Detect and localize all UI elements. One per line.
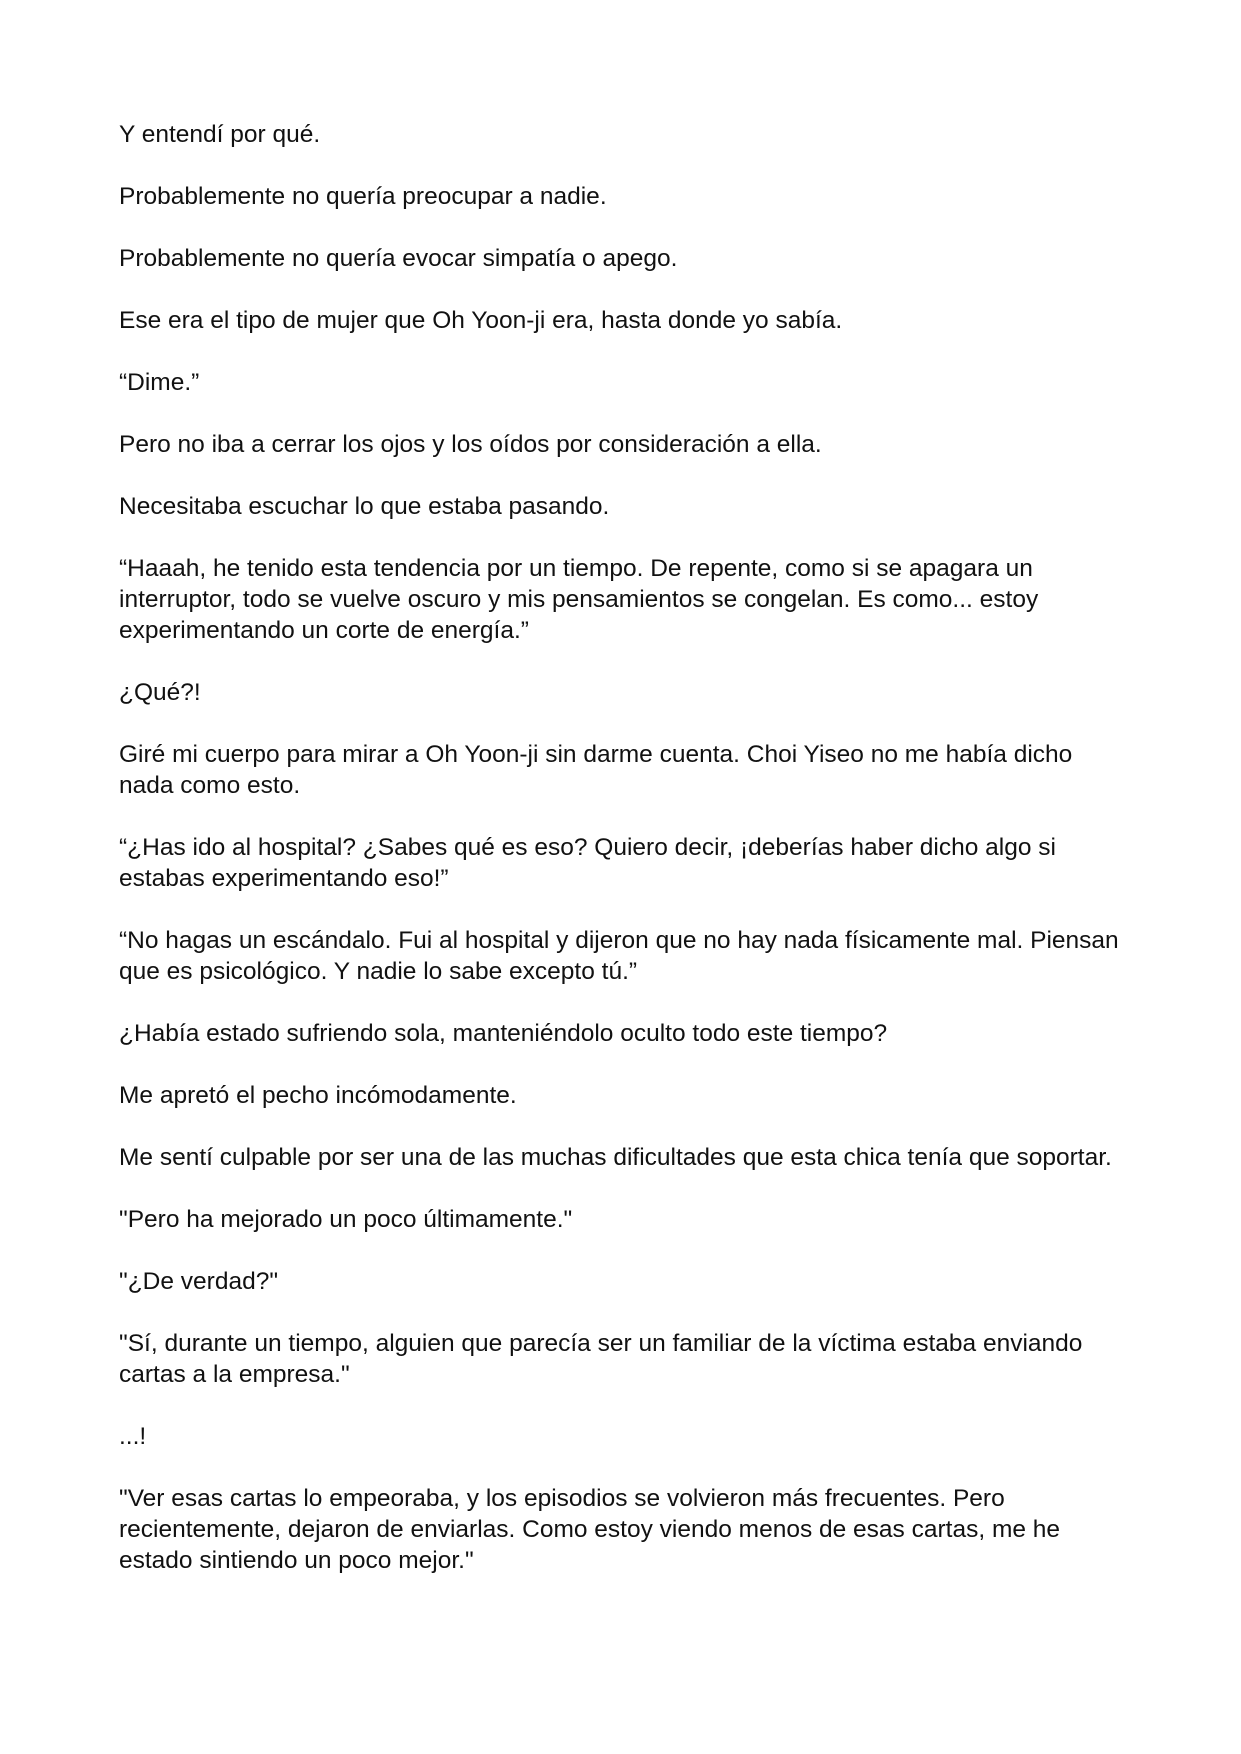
paragraph-6: Pero no iba a cerrar los ojos y los oídos por consideración a ella.: [119, 431, 822, 458]
paragraph-8: “Haaah, he tenido esta tendencia por un tiempo. De repente, como si se apagara un interruptor, todo se vuelve oscuro y mis pensamientos se congelan. Es como... estoy experimentando un corte de energía.”: [119, 555, 1039, 644]
paragraph-20: "Ver esas cartas lo empeoraba, y los episodios se volvieron más frecuentes. Pero recientemente, dejaron de enviarlas. Como estoy viendo menos de esas cartas, me he estado sintiendo un poco mejor.": [119, 1485, 1061, 1574]
paragraph-7: Necesitaba escuchar lo que estaba pasando.: [119, 493, 610, 520]
paragraph-3: Probablemente no quería evocar simpatía o apego.: [119, 245, 678, 272]
paragraph-2: Probablemente no quería preocupar a nadie.: [119, 183, 607, 210]
paragraph-5: “Dime.”: [119, 369, 200, 396]
paragraph-11: “¿Has ido al hospital? ¿Sabes qué es eso? Quiero decir, ¡deberías haber dicho algo si estabas experimentando eso!”: [119, 834, 1056, 892]
paragraph-17: "¿De verdad?": [119, 1268, 279, 1295]
paragraph-4: Ese era el tipo de mujer que Oh Yoon-ji era, hasta donde yo sabía.: [119, 307, 843, 334]
paragraph-1: Y entendí por qué.: [119, 121, 321, 148]
paragraph-9: ¿Qué?!: [119, 679, 201, 706]
paragraph-15: Me sentí culpable por ser una de las muchas dificultades que esta chica tenía que soportar.: [119, 1144, 1112, 1171]
paragraph-14: Me apretó el pecho incómodamente.: [119, 1082, 517, 1109]
paragraph-10: Giré mi cuerpo para mirar a Oh Yoon-ji sin darme cuenta. Choi Yiseo no me había dicho nada como esto.: [119, 741, 1073, 799]
paragraph-13: ¿Había estado sufriendo sola, manteniéndolo oculto todo este tiempo?: [119, 1020, 888, 1047]
paragraph-16: "Pero ha mejorado un poco últimamente.": [119, 1206, 573, 1233]
paragraph-19: ...!: [119, 1423, 147, 1450]
paragraph-12: “No hagas un escándalo. Fui al hospital y dijeron que no hay nada físicamente mal. Piensan que es psicológico. Y nadie lo sabe excepto tú.”: [119, 927, 1119, 985]
paragraph-18: "Sí, durante un tiempo, alguien que parecía ser un familiar de la víctima estaba enviando cartas a la empresa.": [119, 1330, 1083, 1388]
document-body: [119, 119, 1129, 1607]
